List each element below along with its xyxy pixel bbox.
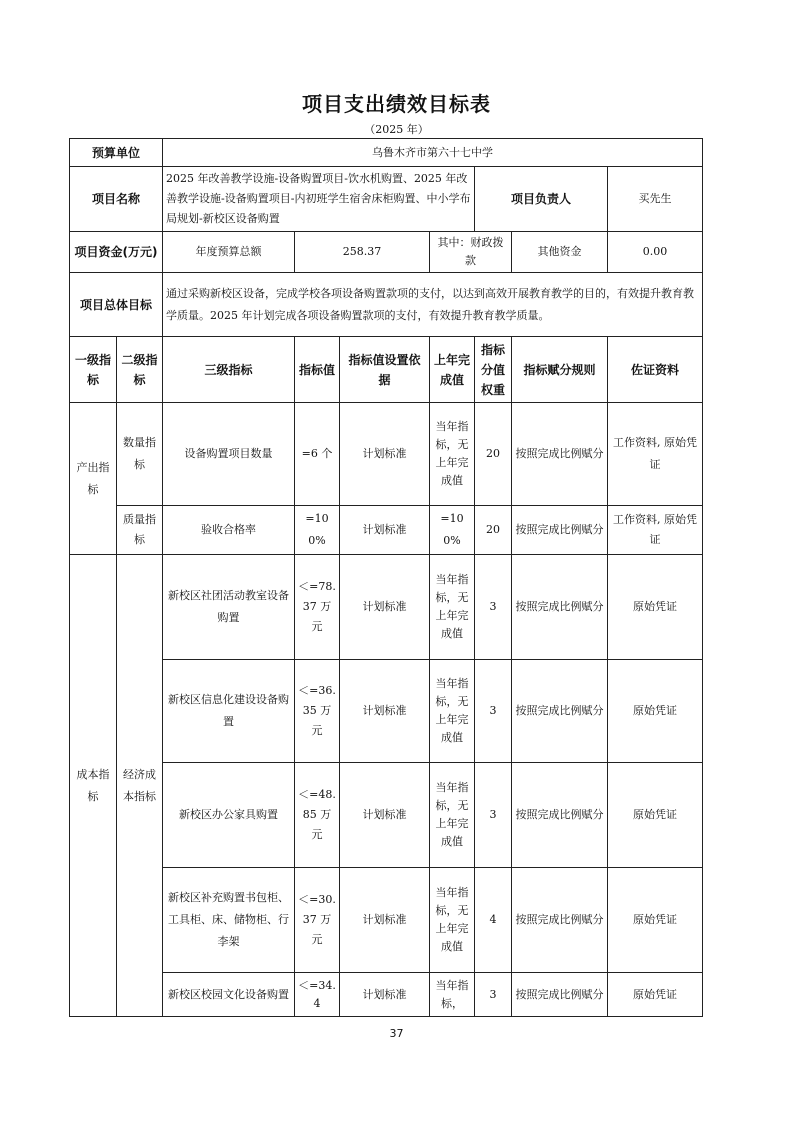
table-row [70,403,703,506]
row-prev: =100% [430,506,475,555]
name-value: 2025 年改善教学设施-设备购置项目-饮水机购置、2025 年改善教学设施-设备购置项目-内初班学生宿舍床柜购置、中小学布局规划-新校区设备购置 [163,167,475,232]
row-basis: 计划标准 [340,555,430,660]
other-label: 其他资金 [512,232,608,273]
row-basis: 计划标准 [340,660,430,763]
table-row [70,763,703,868]
header-level2: 二级指标 [117,337,163,403]
row-value: =6 个 [295,403,340,506]
row-basis: 计划标准 [340,403,430,506]
row-rule: 按照完成比例赋分 [512,763,608,868]
row-weight: 3 [475,555,512,660]
owner-label: 项目负责人 [475,167,608,232]
header-row [70,337,703,403]
row-evidence: 原始凭证 [608,973,703,1017]
row-weight: 3 [475,763,512,868]
row-rule: 按照完成比例赋分 [512,506,608,555]
row-name: 新校区校园文化设备购置 [163,973,295,1017]
fiscal-label: 其中：财政拨款 [430,232,512,273]
row-basis: 计划标准 [340,763,430,868]
group-quantity: 数量指标 [117,403,163,506]
row-prev: 当年指标，无上年完成值 [430,763,475,868]
row-prev: 当年指标，无上年完成值 [430,868,475,973]
row-weight: 3 [475,660,512,763]
row-evidence: 工作资料, 原始凭证 [608,403,703,506]
row-rule: 按照完成比例赋分 [512,660,608,763]
funds-row [70,232,703,273]
header-basis: 指标值设置依据 [340,337,430,403]
table-row [70,555,703,660]
row-value: ＜=30.37 万元 [295,868,340,973]
row-value: ＜=48.85 万元 [295,763,340,868]
header-level3: 三级指标 [163,337,295,403]
goal-value: 通过采购新校区设备，完成学校各项设备购置款项的支付，以达到高效开展教育教学的目的，有效提升教育教学质量。2025 年计划完成各项设备购置款项的支付，有效提升教育教学质量。 [163,273,703,337]
group-output: 产出指标 [70,403,117,555]
header-rule: 指标赋分规则 [512,337,608,403]
row-name: 新校区办公家具购置 [163,763,295,868]
row-evidence: 工作资料, 原始凭证 [608,506,703,555]
row-weight: 4 [475,868,512,973]
name-row [70,167,703,232]
row-rule: 按照完成比例赋分 [512,973,608,1017]
funds-label: 项目资金(万元) [70,232,163,273]
header-weight: 指标分值权重 [475,337,512,403]
row-prev: 当年指标，无上年完成值 [430,660,475,763]
row-evidence: 原始凭证 [608,660,703,763]
goal-label: 项目总体目标 [70,273,163,337]
performance-table [69,138,703,1017]
row-evidence: 原始凭证 [608,555,703,660]
header-level1: 一级指标 [70,337,117,403]
other-value: 0.00 [608,232,703,273]
goal-row [70,273,703,337]
row-weight: 3 [475,973,512,1017]
table-row [70,973,703,1017]
table-row [70,660,703,763]
name-label: 项目名称 [70,167,163,232]
row-weight: 20 [475,506,512,555]
row-rule: 按照完成比例赋分 [512,555,608,660]
row-value: ＜=36.35 万元 [295,660,340,763]
row-rule: 按照完成比例赋分 [512,403,608,506]
row-prev: 当年指标， [430,973,475,1017]
row-value: ＜=78.37 万元 [295,555,340,660]
row-basis: 计划标准 [340,973,430,1017]
row-name: 新校区信息化建设设备购置 [163,660,295,763]
header-value: 指标值 [295,337,340,403]
row-prev: 当年指标，无上年完成值 [430,403,475,506]
row-prev: 当年指标，无上年完成值 [430,555,475,660]
row-name: 验收合格率 [163,506,295,555]
owner-value: 买先生 [608,167,703,232]
unit-label: 预算单位 [70,139,163,167]
row-weight: 20 [475,403,512,506]
page-title: 项目支出绩效目标表 [302,92,491,116]
row-value: =100% [295,506,340,555]
annual-value: 258.37 [295,232,430,273]
unit-row [70,139,703,167]
row-basis: 计划标准 [340,506,430,555]
annual-label: 年度预算总额 [163,232,295,273]
row-name: 新校区补充购置书包柜、工具柜、床、储物柜、行李架 [163,868,295,973]
header-evidence: 佐证资料 [608,337,703,403]
row-value: ＜=34.4 [295,973,340,1017]
header-prev: 上年完成值 [430,337,475,403]
group-quality: 质量指标 [117,506,163,555]
row-evidence: 原始凭证 [608,868,703,973]
row-evidence: 原始凭证 [608,763,703,868]
unit-value: 乌鲁木齐市第六十七中学 [163,139,703,167]
row-basis: 计划标准 [340,868,430,973]
group-economic: 经济成本指标 [117,555,163,1017]
table-row [70,506,703,555]
row-name: 设备购置项目数量 [163,403,295,506]
group-cost: 成本指标 [70,555,117,1017]
row-rule: 按照完成比例赋分 [512,868,608,973]
table-row [70,868,703,973]
row-name: 新校区社团活动教室设备购置 [163,555,295,660]
page-number: 37 [389,1027,404,1040]
year-label: （2025 年） [364,123,429,136]
